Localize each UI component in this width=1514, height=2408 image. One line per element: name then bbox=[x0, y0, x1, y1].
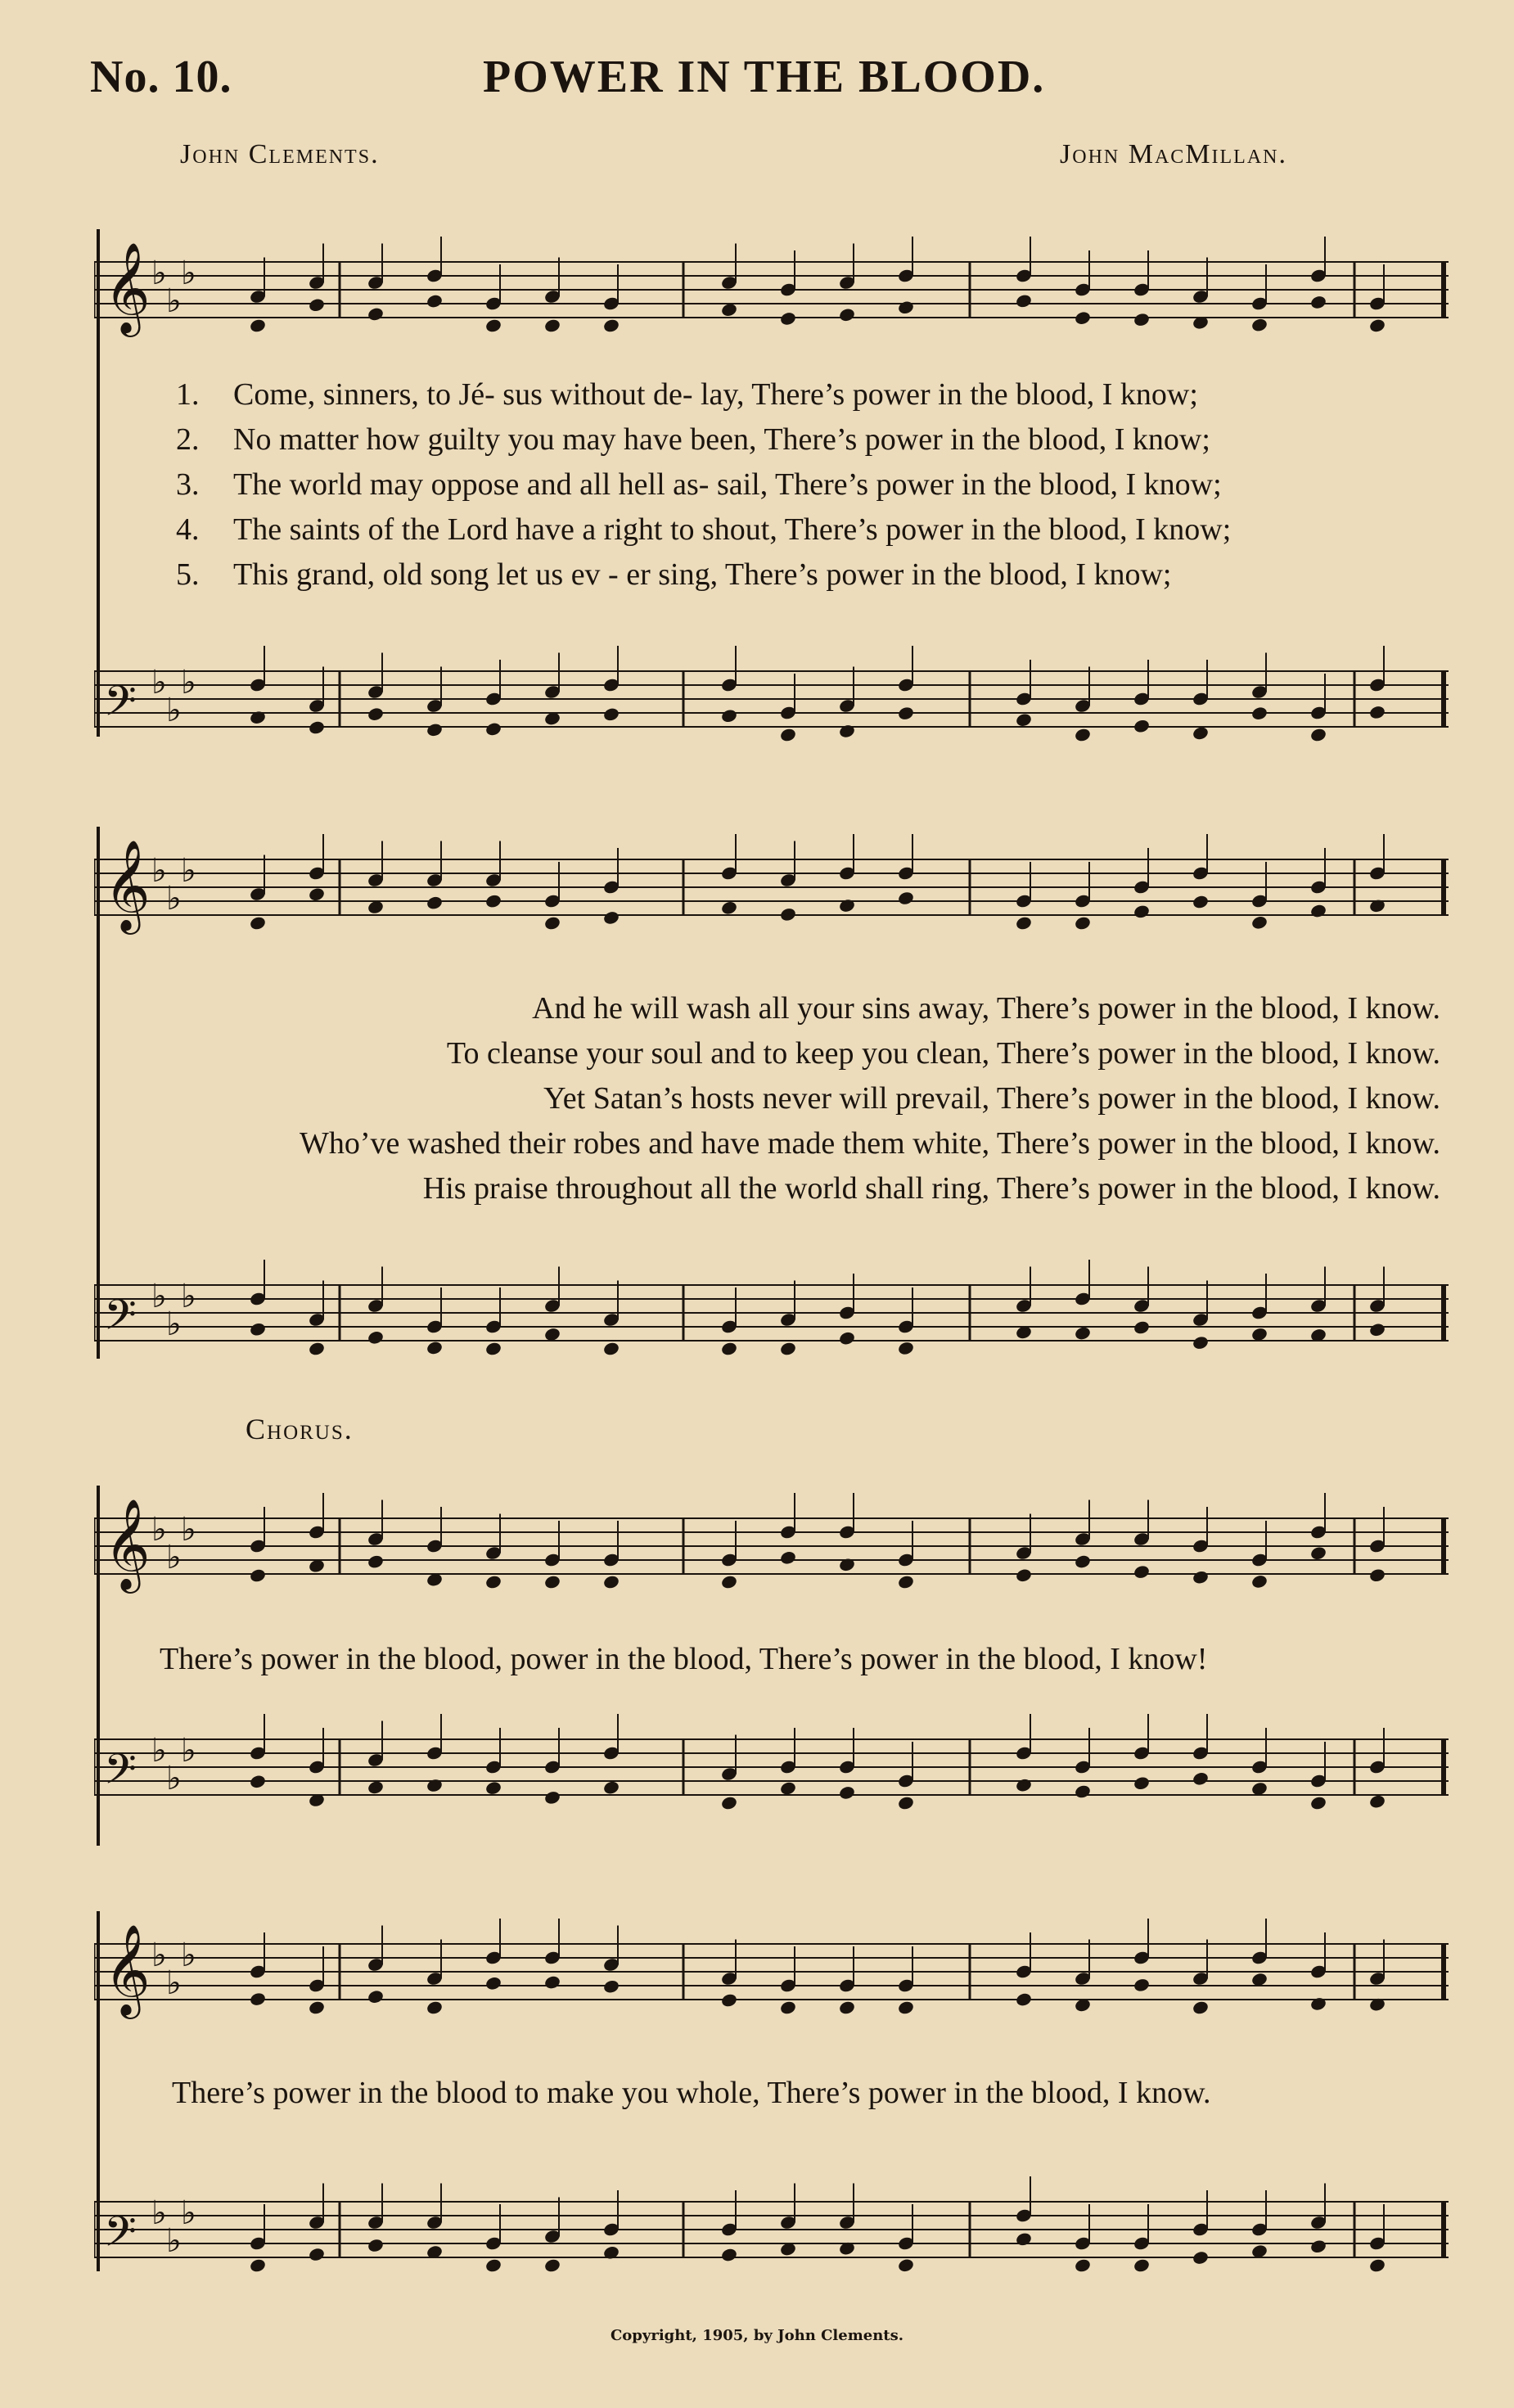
bass-staff-4 bbox=[94, 2169, 1449, 2292]
svg-text:♭: ♭ bbox=[166, 1964, 182, 2002]
treble-staff-3 bbox=[94, 1486, 1449, 1608]
svg-text:♭: ♭ bbox=[166, 2222, 182, 2260]
refrain-line: To cleanse your soul and to keep you clean, There’s power in the blood, I know. bbox=[446, 1036, 1440, 1071]
refrain-line: His praise throughout all the world shall ring, There’s power in the blood, I know. bbox=[422, 1171, 1440, 1206]
treble-staff-1 bbox=[94, 229, 1449, 352]
svg-text:𝄢: 𝄢 bbox=[104, 2207, 137, 2266]
svg-text:𝄢: 𝄢 bbox=[104, 1744, 137, 1804]
svg-text:♭: ♭ bbox=[181, 2194, 196, 2232]
svg-text:♭: ♭ bbox=[181, 255, 196, 292]
chorus-line-2: There’s power in the blood to make you whole, There’s power in the blood, I know. bbox=[172, 2076, 1211, 2110]
verse-number: 1. bbox=[176, 377, 200, 412]
refrain-line: Yet Satan’s hosts never will prevail, There’s power in the blood, I know. bbox=[543, 1081, 1440, 1116]
svg-text:♭: ♭ bbox=[181, 1732, 196, 1770]
svg-text:𝄞: 𝄞 bbox=[104, 1923, 151, 2015]
verse-line bbox=[176, 417, 1231, 462]
svg-text:♭: ♭ bbox=[166, 1760, 182, 1797]
verse-text: This grand, old song let us ev - er sing, There’s power in the blood, I know; bbox=[233, 557, 1172, 592]
verse-text: The saints of the Lord have a right to shout, There’s power in the blood, I know; bbox=[233, 512, 1232, 547]
svg-text:♭: ♭ bbox=[166, 1539, 182, 1576]
bass-staff-3 bbox=[94, 1707, 1449, 1829]
verse-line bbox=[176, 552, 1231, 597]
chorus-label: Chorus. bbox=[246, 1413, 354, 1445]
svg-text:♭: ♭ bbox=[166, 692, 182, 729]
svg-text:𝄞: 𝄞 bbox=[104, 241, 151, 333]
composer-credit: John MacMillan. bbox=[1060, 139, 1288, 169]
treble-staff-2 bbox=[94, 827, 1449, 949]
svg-text:♭: ♭ bbox=[181, 664, 196, 701]
svg-text:♭: ♭ bbox=[181, 852, 196, 890]
svg-text:♭: ♭ bbox=[151, 1937, 167, 1974]
refrain-lyrics bbox=[0, 986, 1440, 1211]
svg-text:♭: ♭ bbox=[151, 255, 167, 292]
bass-staff-1 bbox=[94, 638, 1449, 761]
lyricist-credit: John Clements. bbox=[180, 139, 380, 169]
verse-line bbox=[176, 507, 1231, 552]
verse-number: 3. bbox=[176, 467, 200, 502]
verse-line bbox=[176, 372, 1231, 417]
svg-text:♭: ♭ bbox=[151, 1278, 167, 1315]
svg-text:𝄢: 𝄢 bbox=[104, 1290, 137, 1350]
svg-text:♭: ♭ bbox=[181, 1278, 196, 1315]
refrain-line: And he will wash all your sins away, There’s power in the blood, I know. bbox=[532, 991, 1440, 1026]
copyright-notice: Copyright, 1905, by John Clements. bbox=[610, 2327, 904, 2344]
svg-text:♭: ♭ bbox=[166, 282, 182, 320]
chorus-line-1: There’s power in the blood, power in the blood, There’s power in the blood, I know! bbox=[160, 1642, 1208, 1676]
svg-text:♭: ♭ bbox=[151, 1732, 167, 1770]
svg-text:♭: ♭ bbox=[181, 1511, 196, 1549]
bass-staff-2 bbox=[94, 1252, 1449, 1375]
svg-text:𝄞: 𝄞 bbox=[104, 1498, 151, 1590]
svg-text:♭: ♭ bbox=[166, 1305, 182, 1343]
svg-text:𝄢: 𝄢 bbox=[104, 676, 137, 736]
refrain-line: Who’ve washed their robes and have made them white, There’s power in the blood, I know. bbox=[300, 1126, 1440, 1161]
verse-line bbox=[176, 462, 1231, 507]
verse-text: Come, sinners, to Jé- sus without de- lay, There’s power in the blood, I know; bbox=[233, 377, 1198, 412]
svg-text:♭: ♭ bbox=[151, 1511, 167, 1549]
treble-staff-4 bbox=[94, 1911, 1449, 2034]
verse-number: 4. bbox=[176, 512, 200, 547]
hymn-number: No. 10. bbox=[90, 52, 232, 102]
svg-text:♭: ♭ bbox=[151, 664, 167, 701]
verse-text: No matter how guilty you may have been, There’s power in the blood, I know; bbox=[233, 422, 1210, 457]
verse-number: 5. bbox=[176, 557, 200, 592]
hymn-title: POWER IN THE BLOOD. bbox=[483, 52, 1046, 102]
svg-text:♭: ♭ bbox=[151, 852, 167, 890]
svg-text:♭: ♭ bbox=[166, 880, 182, 918]
verse-lyrics bbox=[176, 372, 1231, 597]
verse-number: 2. bbox=[176, 422, 200, 457]
svg-text:♭: ♭ bbox=[181, 1937, 196, 1974]
verse-text: The world may oppose and all hell as- sail, There’s power in the blood, I know; bbox=[233, 467, 1222, 502]
svg-text:♭: ♭ bbox=[151, 2194, 167, 2232]
svg-text:𝄞: 𝄞 bbox=[104, 839, 151, 931]
